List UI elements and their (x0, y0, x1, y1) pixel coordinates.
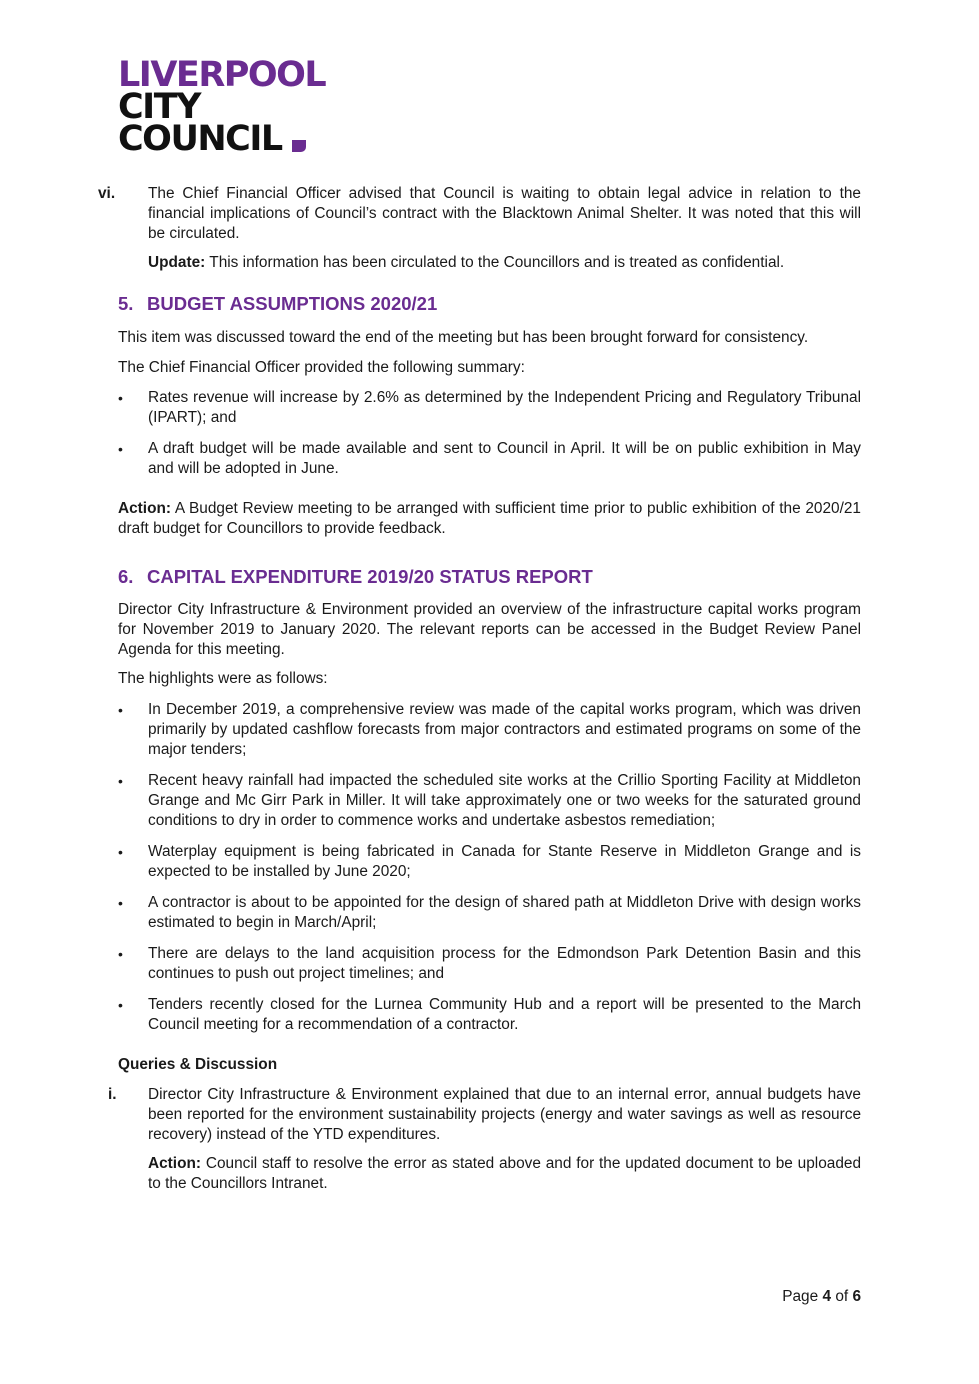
list-item: • A draft budget will be made available and sent to Council in April. It will be on public exhibition in May and will be adopted in June. (118, 440, 861, 477)
item-vi-text: The Chief Financial Officer advised that Council is waiting to obtain legal advice in relation to the financial implications of Council’s contract with the Blacktown Animal Shelter. It was noted that this will be circulated. (148, 185, 861, 242)
update-label: Update: (148, 254, 206, 271)
bullet-icon: • (118, 390, 123, 406)
section-6-para-1: Director City Infrastructure & Environment provided an overview of the infrastructure capital works program for November 2019 to January 2020. The relevant reports can be accessed in the Budget Review Panel Agenda for this meeting. (118, 601, 861, 658)
action-text: A Budget Review meeting to be arranged with sufficient time prior to public exhibition of the 2020/21 draft budget for Councillors to provide feedback. (118, 500, 861, 537)
page-number: Page 4 of 6 (782, 1288, 861, 1305)
item-number: i. (108, 1086, 117, 1103)
document-body (98, 184, 861, 1194)
list-item: • Recent heavy rainfall had impacted the scheduled site works at the Crillio Sporting Facility at Middleton Grange and Mc Girr Park in Miller. It will take approximately one or two weeks for the saturated ground conditions to dry in order to commence works and undertake asbestos remediation; (118, 772, 861, 829)
section-6-bullets (118, 700, 861, 1035)
section-5-number: 5. (118, 293, 134, 314)
section-5-para-2: The Chief Financial Officer provided the following summary: (118, 359, 525, 376)
logo-dot-icon (292, 140, 306, 152)
action-label: Action: (148, 1155, 202, 1172)
section-6-para-2: The highlights were as follows: (118, 670, 328, 687)
action-label: Action: (118, 500, 172, 517)
section-5-title: BUDGET ASSUMPTIONS 2020/21 (147, 293, 438, 314)
bullet-icon: • (118, 946, 123, 962)
bullet-icon: • (118, 997, 123, 1013)
bullet-icon: • (118, 844, 123, 860)
list-item: • There are delays to the land acquisition process for the Edmondson Park Detention Basin and this continues to push out project timelines; and (118, 945, 861, 982)
list-item: • Rates revenue will increase by 2.6% as determined by the Independent Pricing and Regulatory Tribunal (IPART); and (118, 389, 861, 426)
queries-heading: Queries & Discussion (118, 1056, 278, 1073)
section-5-heading (118, 293, 861, 315)
bullet-icon: • (118, 702, 123, 718)
query-i-action (148, 1154, 861, 1194)
list-item: • A contractor is about to be appointed for the design of shared path at Middleton Drive with design works estimated to begin in March/April; (118, 894, 861, 931)
list-item: • In December 2019, a comprehensive review was made of the capital works program, which was driven primarily by updated cashflow forecasts from major contractors and estimated programs on some of the major tenders; (118, 701, 861, 758)
update-text: This information has been circulated to the Councillors and is treated as confidential. (205, 254, 785, 271)
section-6-title: CAPITAL EXPENDITURE 2019/20 STATUS REPORT (147, 566, 593, 587)
item-number: vi. (98, 185, 116, 202)
logo-line-1: LIVERPOOL (118, 55, 326, 95)
bullet-icon: • (118, 441, 123, 457)
section-6-number: 6. (118, 566, 134, 587)
action-text: Council staff to resolve the error as stated above and for the updated document to be uploaded to the Councillors Intranet. (148, 1155, 861, 1192)
section-5-para-1: This item was discussed toward the end of the meeting but has been brought forward for consistency. (118, 329, 809, 346)
section-5-action (118, 499, 861, 539)
item-vi-update (148, 253, 861, 273)
section-6-heading (118, 566, 861, 588)
liverpool-city-council-logo (118, 55, 348, 159)
bullet-icon: • (118, 773, 123, 789)
list-item: • Waterplay equipment is being fabricated in Canada for Stante Reserve in Middleton Grange and is expected to be installed by June 2020; (118, 843, 861, 880)
list-item: • Tenders recently closed for the Lurnea Community Hub and a report will be presented to the March Council meeting for a recommendation of a contractor. (118, 996, 861, 1033)
query-i (108, 1085, 861, 1194)
section-5-bullets (118, 388, 861, 479)
item-vi (98, 184, 861, 273)
logo-line-2: CITY (118, 87, 200, 127)
bullet-icon: • (118, 895, 123, 911)
logo-line-3: COUNCIL (118, 119, 282, 159)
query-i-text: Director City Infrastructure & Environment explained that due to an internal error, annual budgets have been reported for the environment sustainability projects (energy and water savings as well as resource recovery) instead of the YTD expenditures. (148, 1086, 861, 1143)
